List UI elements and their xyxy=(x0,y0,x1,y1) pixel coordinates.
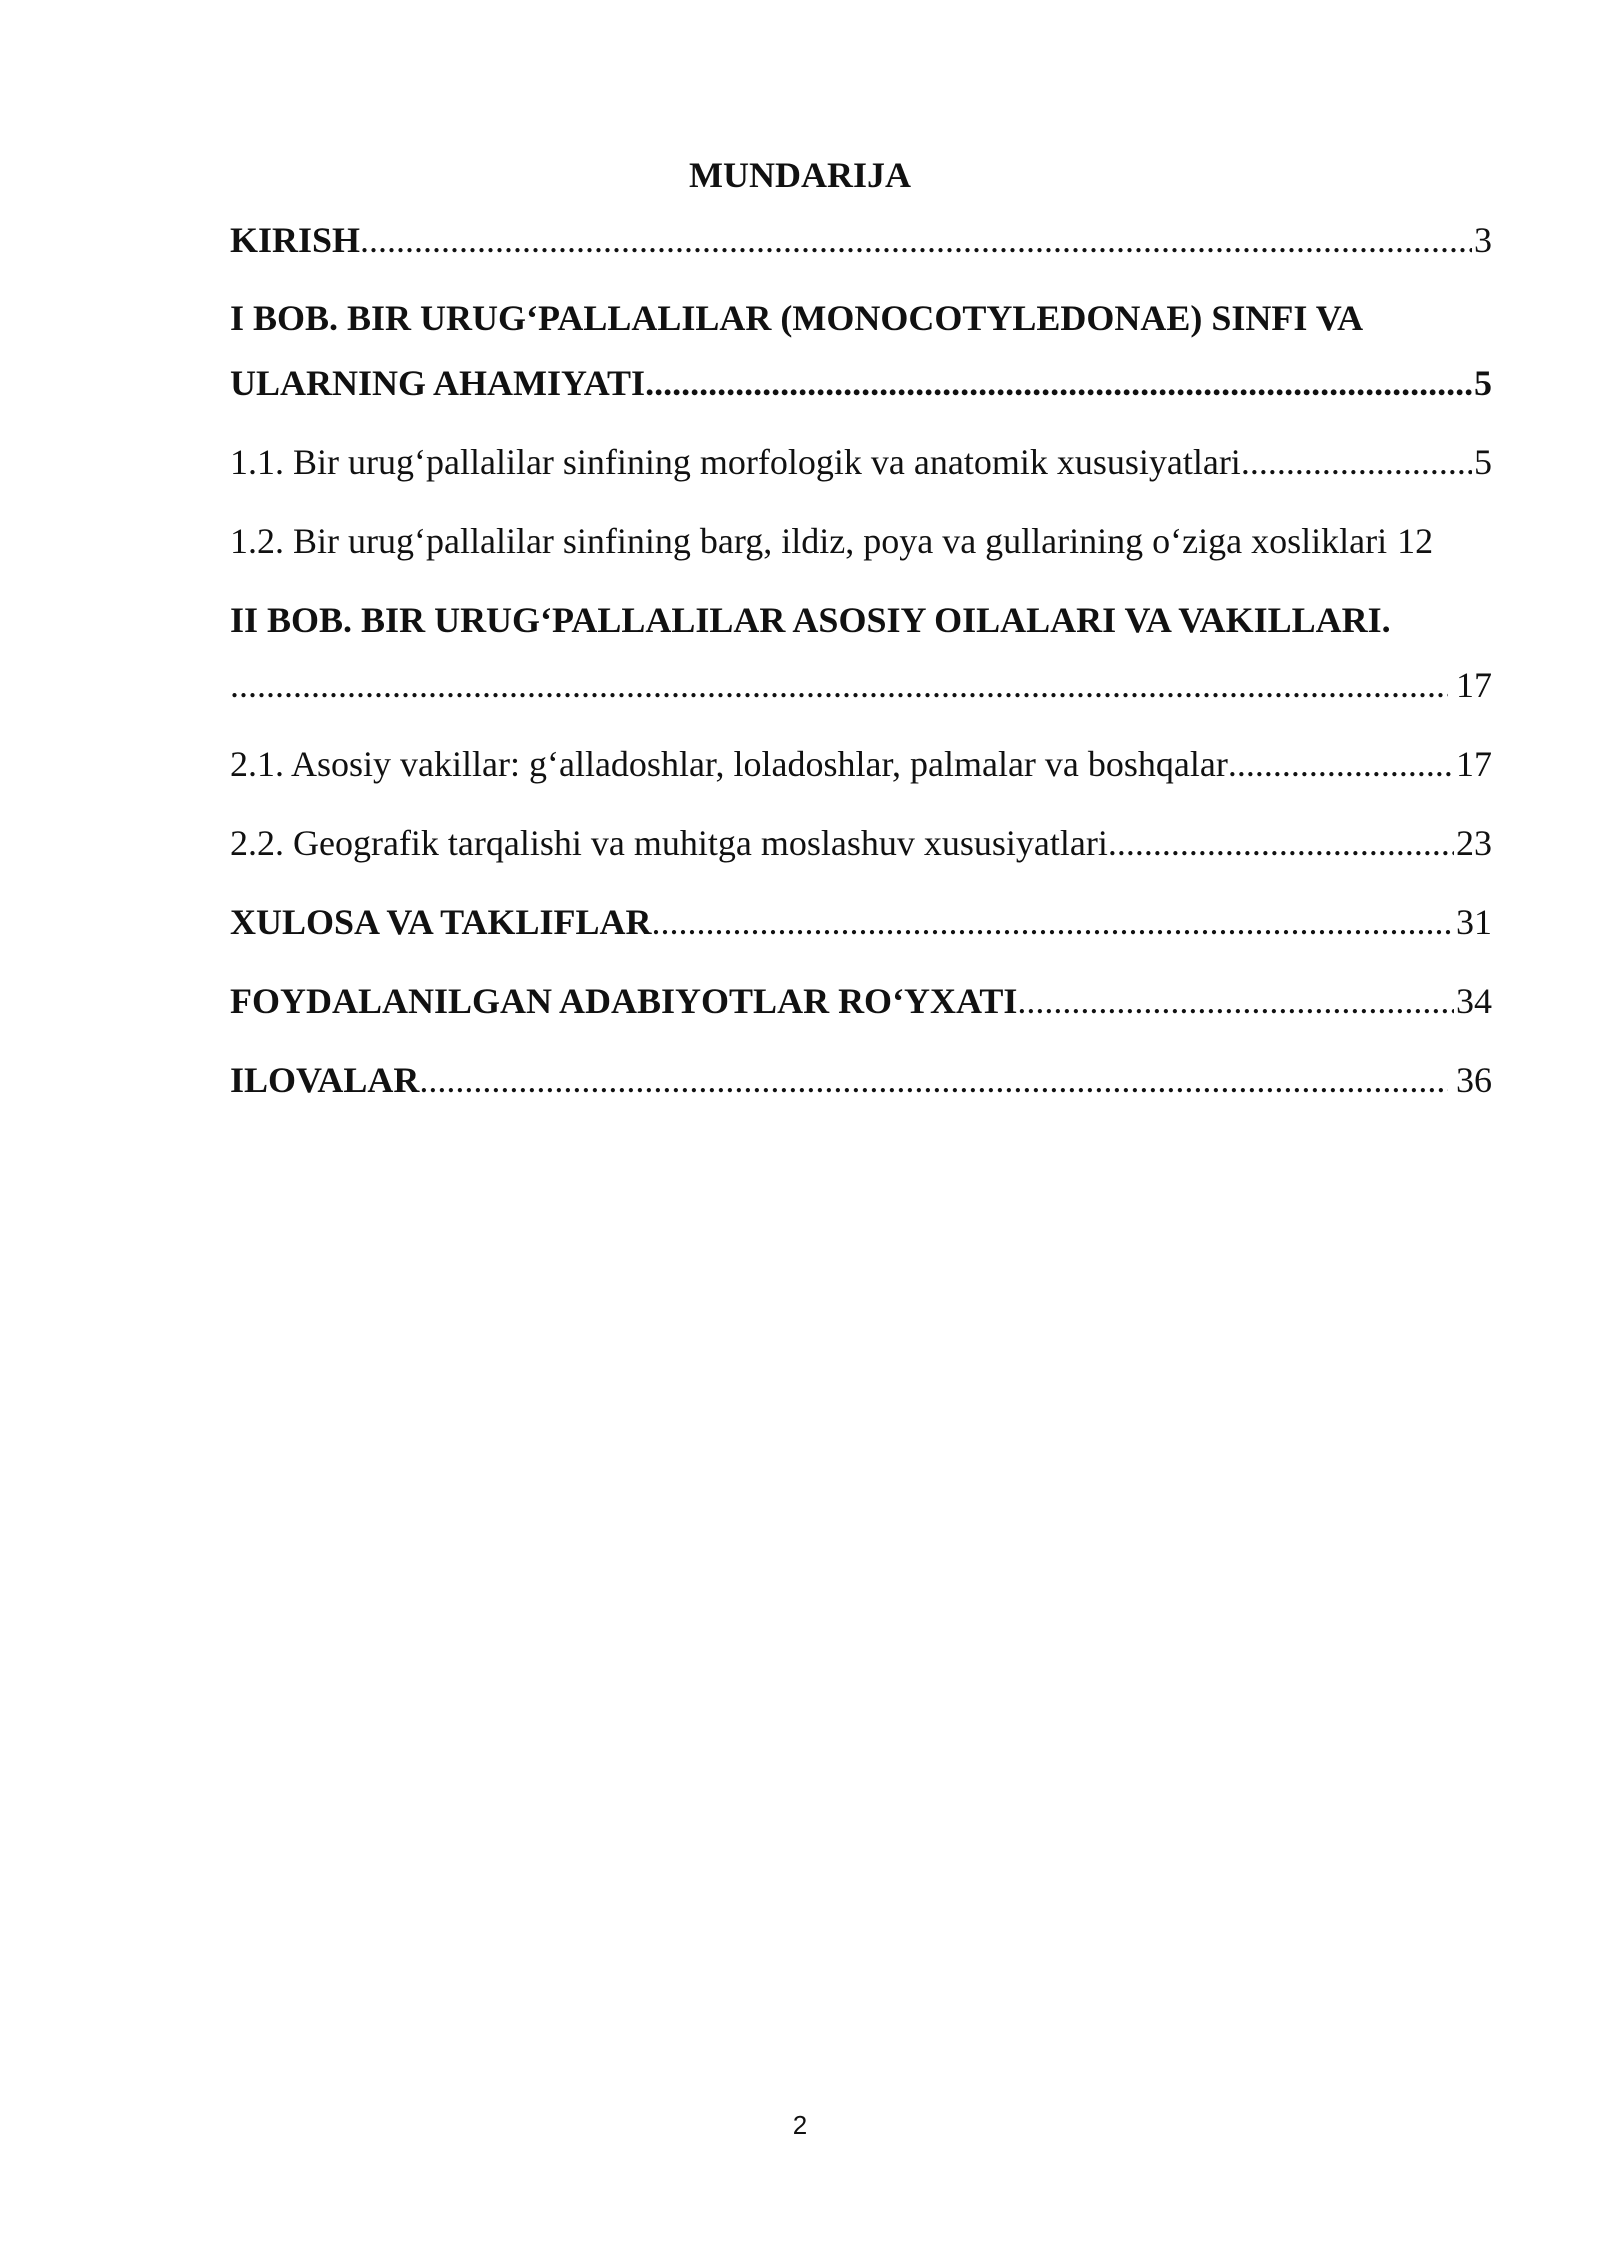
toc-page-number: 36 xyxy=(1456,1060,1492,1100)
toc-page-number: 5 xyxy=(1474,442,1492,482)
toc-entry-section-2-1[interactable] xyxy=(230,739,1492,789)
toc-entry-label: 2.1. Asosiy vakillar: g‘alladoshlar, loladoshlar, palmalar va boshqalar xyxy=(230,744,1228,784)
toc-page-number: 17 xyxy=(1456,665,1492,705)
toc-entry-references[interactable] xyxy=(230,976,1492,1026)
toc-entry-chapter2[interactable] xyxy=(230,660,1492,710)
toc-entry-label: XULOSA VA TAKLIFLAR xyxy=(230,902,652,942)
page-number: 2 xyxy=(792,2110,808,2140)
toc-leader-dots xyxy=(651,897,1454,947)
toc-entry-kirish[interactable] xyxy=(230,215,1492,265)
toc-page-number: 12 xyxy=(1397,521,1434,561)
toc-entry-chapter1-line1[interactable]: I BOB. BIR URUG‘PALLALILAR (MONOCOTYLEDONAE) SINFI VA xyxy=(230,298,1364,338)
toc-leader-dots xyxy=(230,660,1448,710)
toc-entry-chapter2-line1[interactable]: II BOB. BIR URUG‘PALLALILAR ASOSIY OILALARI VA VAKILLARI. xyxy=(230,600,1391,640)
toc-leader-dots xyxy=(1241,437,1472,487)
toc-page-number: 34 xyxy=(1456,981,1492,1021)
toc-entry-label: ULARNING AHAMIYATI xyxy=(230,363,646,403)
toc-entry-chapter1[interactable] xyxy=(230,358,1492,408)
toc-entry-label: 1.2. Bir urug‘pallalilar sinfining barg, ildiz, poya va gullarining o‘ziga xosliklari xyxy=(230,521,1388,561)
toc-entry-section-2-2[interactable] xyxy=(230,818,1492,868)
toc-leader-dots xyxy=(645,358,1472,408)
toc-entry-label: FOYDALANILGAN ADABIYOTLAR RO‘YXATI xyxy=(230,981,1018,1021)
toc-page-number: 3 xyxy=(1474,220,1492,260)
toc-page-number: 23 xyxy=(1456,823,1492,863)
toc-entry-label: KIRISH xyxy=(230,220,361,260)
toc-title: MUNDARIJA xyxy=(689,155,911,195)
toc-leader-dots xyxy=(1017,976,1454,1026)
toc-leader-dots xyxy=(360,215,1472,265)
toc-entry-label: 1.1. Bir urug‘pallalilar sinfining morfologik va anatomik xususiyatlari xyxy=(230,442,1241,482)
toc-leader-dots xyxy=(419,1055,1448,1105)
toc-page-number: 31 xyxy=(1456,902,1492,942)
toc-leader-dots xyxy=(1228,739,1454,789)
toc-page-number: 5 xyxy=(1474,363,1492,403)
toc-entry-label: ILOVALAR xyxy=(230,1060,420,1100)
toc-entry-label: 2.2. Geografik tarqalishi va muhitga moslashuv xususiyatlari xyxy=(230,823,1108,863)
toc-entry-section-1-1[interactable] xyxy=(230,437,1492,487)
toc-entry-conclusion[interactable] xyxy=(230,897,1492,947)
toc-entry-section-1-2[interactable] xyxy=(230,516,1492,566)
toc-page-number: 17 xyxy=(1456,744,1492,784)
toc-leader-dots xyxy=(1108,818,1454,868)
table-of-contents xyxy=(230,0,1492,1200)
toc-entry-appendices[interactable] xyxy=(230,1055,1492,1105)
